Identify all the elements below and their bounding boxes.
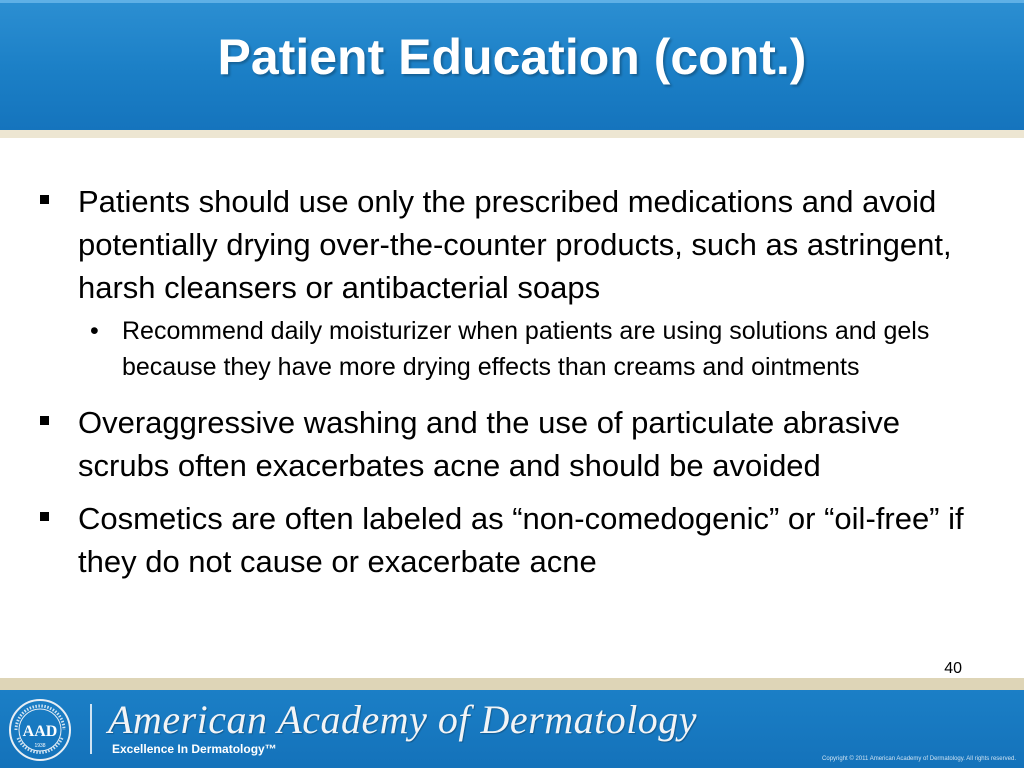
bullet-item [40,497,980,583]
square-bullet-icon [40,512,49,521]
title-top-stripe [0,0,1024,3]
aad-seal-logo [8,698,72,762]
footer-divider [90,704,92,754]
dot-bullet-icon: • [90,317,99,345]
title-band [0,0,1024,130]
copyright-text: Copyright © 2011 American Academy of Dermatology. All rights reserved. [822,756,1016,762]
footer-bar [0,690,1024,768]
page-number: 40 [944,660,962,677]
slide-title: Patient Education (cont.) [217,29,807,85]
bullet-text: Overaggressive washing and the use of particulate abrasive scrubs often exacerbates acne and should be avoided [78,405,900,483]
org-name: American Academy of Dermatology [108,697,698,742]
bullet-text: Cosmetics are often labeled as “non-comedogenic” or “oil-free” if they do not cause or exacerbate acne [78,501,964,579]
org-tagline: Excellence In Dermatology™ [112,742,277,756]
sub-bullet-text: Recommend daily moisturizer when patients are using solutions and gels because they have more drying effects than creams and ointments [122,317,930,381]
footer-tan-stripe [0,678,1024,690]
svg-text:AAD: AAD [22,723,58,740]
sub-bullet-item [40,313,980,385]
square-bullet-icon [40,195,49,204]
bullet-text: Patients should use only the prescribed medications and avoid potentially drying over-the-counter products, such as astringent, harsh cleansers or antibacterial soaps [78,184,952,305]
square-bullet-icon [40,416,49,425]
bullet-item [40,401,980,487]
bullet-item [40,180,980,309]
slide-body [40,180,980,593]
svg-text:1938: 1938 [34,743,46,749]
title-underline [0,130,1024,138]
